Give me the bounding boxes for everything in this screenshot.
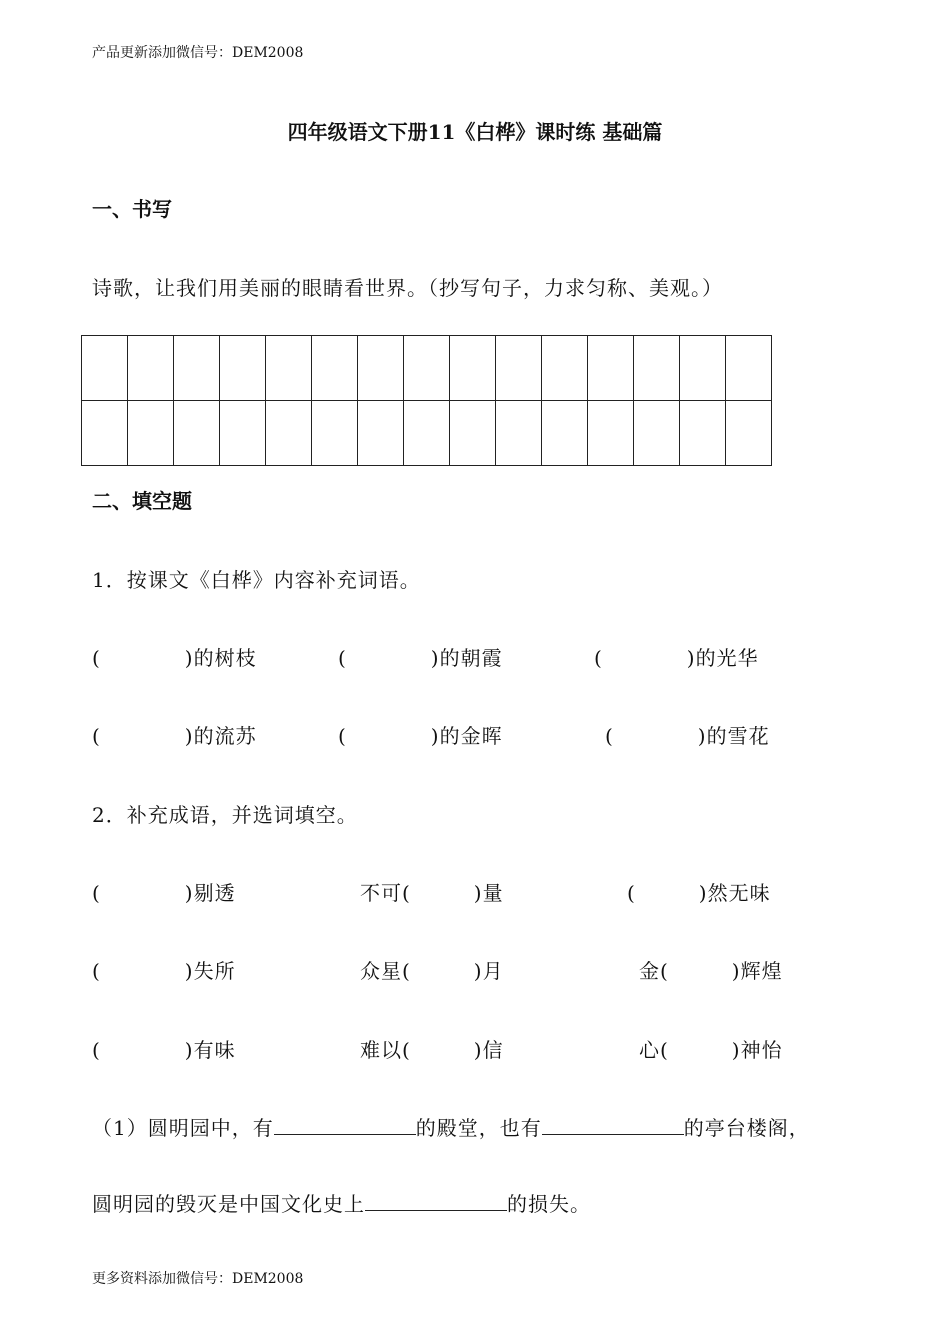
- grid-cell[interactable]: [450, 336, 496, 401]
- writing-grid[interactable]: [81, 335, 772, 466]
- q1-item: ( )的流苏: [92, 724, 257, 748]
- grid-cell[interactable]: [680, 401, 726, 466]
- grid-cell[interactable]: [358, 401, 404, 466]
- grid-row: [82, 336, 772, 401]
- idiom-item: 不可( )量: [360, 881, 504, 905]
- grid-cell[interactable]: [128, 401, 174, 466]
- grid-cell[interactable]: [266, 401, 312, 466]
- fill-sentence-line-2: [92, 1188, 591, 1217]
- grid-cell[interactable]: [404, 401, 450, 466]
- grid-cell[interactable]: [174, 336, 220, 401]
- grid-cell[interactable]: [588, 401, 634, 466]
- sentence-part: 的亭台楼阁，: [683, 1116, 810, 1140]
- writing-instruction: 诗歌，让我们用美丽的眼睛看世界。（抄写句子，力求匀称、美观。）: [92, 276, 723, 300]
- q1-item: ( )的金晖: [338, 724, 503, 748]
- grid-cell[interactable]: [726, 401, 772, 466]
- grid-cell[interactable]: [174, 401, 220, 466]
- grid-cell[interactable]: [588, 336, 634, 401]
- grid-cell[interactable]: [680, 336, 726, 401]
- sentence-part: （1）圆明园中，有: [92, 1116, 274, 1140]
- sentence-part: 的殿堂，也有: [415, 1116, 542, 1140]
- idiom-item: ( )有味: [92, 1038, 236, 1062]
- answer-blank[interactable]: [274, 1116, 416, 1135]
- grid-row: [82, 401, 772, 466]
- grid-cell[interactable]: [312, 401, 358, 466]
- grid-cell[interactable]: [542, 336, 588, 401]
- idiom-item: ( )然无味: [627, 881, 771, 905]
- idiom-item: 金( )辉煌: [639, 959, 783, 983]
- idiom-item: 难以( )信: [360, 1038, 504, 1062]
- q1-item: ( )的树枝: [92, 646, 257, 670]
- q1-prompt: 1．按课文《白桦》内容补充词语。: [92, 568, 421, 592]
- sentence-part: 圆明园的毁灭是中国文化史上: [92, 1192, 365, 1216]
- grid-cell[interactable]: [450, 401, 496, 466]
- grid-cell[interactable]: [404, 336, 450, 401]
- grid-cell[interactable]: [542, 401, 588, 466]
- section-heading-writing: 一、书写: [92, 197, 172, 221]
- grid-cell[interactable]: [496, 401, 542, 466]
- header-note: 产品更新添加微信号：DEM2008: [92, 45, 304, 61]
- footer-note: 更多资料添加微信号：DEM2008: [92, 1271, 304, 1287]
- idiom-item: 心( )神怡: [639, 1038, 783, 1062]
- sentence-part: 的损失。: [507, 1192, 591, 1216]
- grid-cell[interactable]: [266, 336, 312, 401]
- idiom-item: ( )失所: [92, 959, 236, 983]
- idiom-item: 众星( )月: [360, 959, 504, 983]
- grid-cell[interactable]: [220, 336, 266, 401]
- page-title: 四年级语文下册11《白桦》课时练 基础篇: [287, 120, 663, 144]
- grid-cell[interactable]: [128, 336, 174, 401]
- grid-cell[interactable]: [82, 336, 128, 401]
- idiom-item: ( )剔透: [92, 881, 236, 905]
- grid-cell[interactable]: [220, 401, 266, 466]
- grid-cell[interactable]: [726, 336, 772, 401]
- grid-cell[interactable]: [82, 401, 128, 466]
- q2-prompt: 2．补充成语，并选词填空。: [92, 803, 358, 827]
- grid-cell[interactable]: [634, 401, 680, 466]
- grid-cell[interactable]: [312, 336, 358, 401]
- q1-item: ( )的雪花: [605, 724, 770, 748]
- grid-cell[interactable]: [634, 336, 680, 401]
- grid-cell[interactable]: [358, 336, 404, 401]
- section-heading-fill: 二、填空题: [92, 489, 192, 513]
- grid-cell[interactable]: [496, 336, 542, 401]
- q1-item: ( )的光华: [594, 646, 759, 670]
- answer-blank[interactable]: [365, 1192, 507, 1211]
- fill-sentence-line-1: [92, 1112, 810, 1141]
- q1-item: ( )的朝霞: [338, 646, 503, 670]
- answer-blank[interactable]: [542, 1116, 684, 1135]
